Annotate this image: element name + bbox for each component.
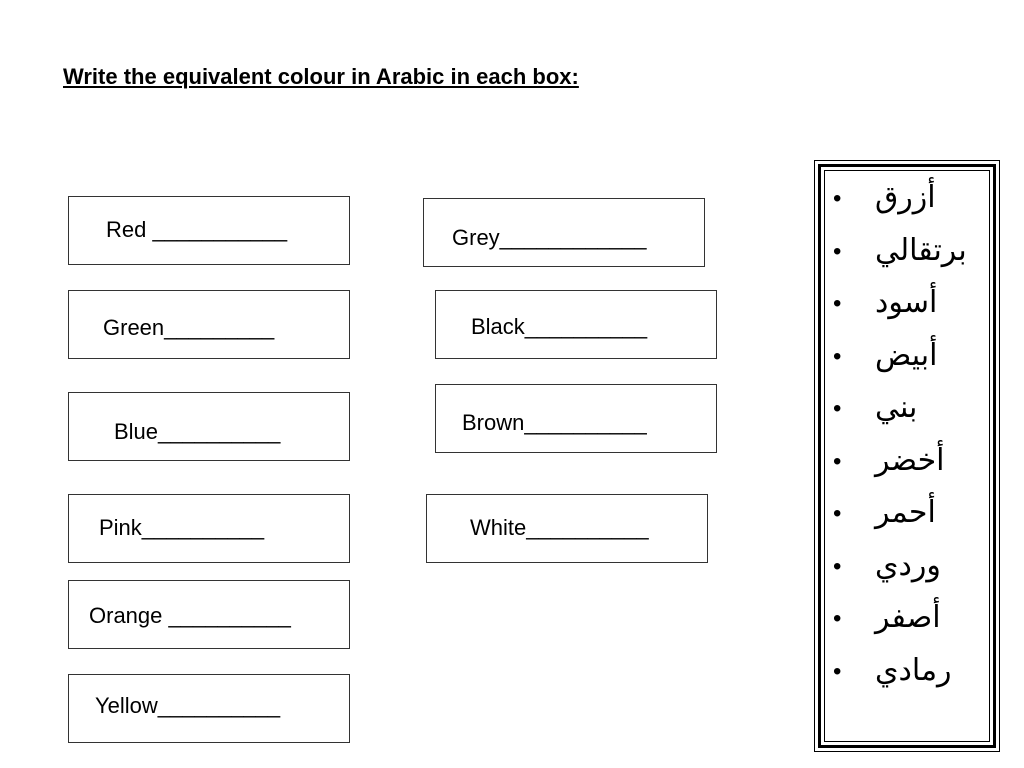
bullet-icon: • xyxy=(833,447,842,475)
word-bank-item xyxy=(825,232,989,285)
answer-box-black[interactable] xyxy=(435,290,717,359)
answer-label-pink: Pink__________ xyxy=(99,515,265,540)
answer-box-blue[interactable] xyxy=(68,392,350,461)
answer-box-orange[interactable] xyxy=(68,580,350,649)
word-bank-item xyxy=(825,389,989,442)
answer-label-black: Black__________ xyxy=(471,314,648,339)
bullet-icon: • xyxy=(833,237,842,265)
bullet-icon: • xyxy=(833,552,842,580)
bullet-icon: • xyxy=(833,605,842,632)
answer-label-orange: Orange __________ xyxy=(89,603,291,628)
word-bank xyxy=(814,160,1000,752)
answer-label-blue: Blue__________ xyxy=(114,419,281,444)
word-bank-item xyxy=(825,599,989,652)
word-bank-list xyxy=(825,179,989,704)
arabic-word: وردي xyxy=(875,547,941,583)
answer-box-grey[interactable] xyxy=(423,198,705,267)
bullet-icon: • xyxy=(833,342,842,370)
bullet-icon: • xyxy=(833,290,842,317)
arabic-word: أسود xyxy=(875,285,938,320)
word-bank-item xyxy=(825,652,989,705)
bullet-icon: • xyxy=(833,185,842,212)
answer-label-brown: Brown__________ xyxy=(462,410,647,435)
arabic-word: أصفر xyxy=(875,600,941,635)
arabic-word: أخضر xyxy=(875,442,945,478)
arabic-word: أبيض xyxy=(875,337,938,373)
word-bank-item xyxy=(825,494,989,547)
answer-box-red[interactable] xyxy=(68,196,350,265)
answer-box-pink[interactable] xyxy=(68,494,350,563)
answer-label-green: Green_________ xyxy=(103,315,275,340)
arabic-word: أحمر xyxy=(875,495,936,530)
answer-box-brown[interactable] xyxy=(435,384,717,453)
word-bank-item xyxy=(825,179,989,232)
word-bank-item xyxy=(825,547,989,600)
word-bank-item xyxy=(825,337,989,390)
arabic-word: أزرق xyxy=(875,180,936,215)
bullet-icon: • xyxy=(833,657,842,685)
answer-box-white[interactable] xyxy=(426,494,708,563)
worksheet-instructions: Write the equivalent colour in Arabic in each box: xyxy=(63,64,579,89)
answer-box-green[interactable] xyxy=(68,290,350,359)
answer-label-red: Red ___________ xyxy=(106,217,288,242)
answer-label-white: White__________ xyxy=(470,515,649,540)
arabic-word: رمادي xyxy=(875,652,952,688)
word-bank-item xyxy=(825,442,989,495)
answer-label-grey: Grey____________ xyxy=(452,225,647,250)
arabic-word: برتقالي xyxy=(875,232,967,268)
bullet-icon: • xyxy=(833,395,842,422)
answer-label-yellow: Yellow__________ xyxy=(95,693,281,718)
word-bank-border xyxy=(818,164,996,748)
bullet-icon: • xyxy=(833,500,842,527)
word-bank-item xyxy=(825,284,989,337)
arabic-word: بني xyxy=(875,390,918,425)
answer-box-yellow[interactable] xyxy=(68,674,350,743)
word-bank-area xyxy=(824,170,990,742)
